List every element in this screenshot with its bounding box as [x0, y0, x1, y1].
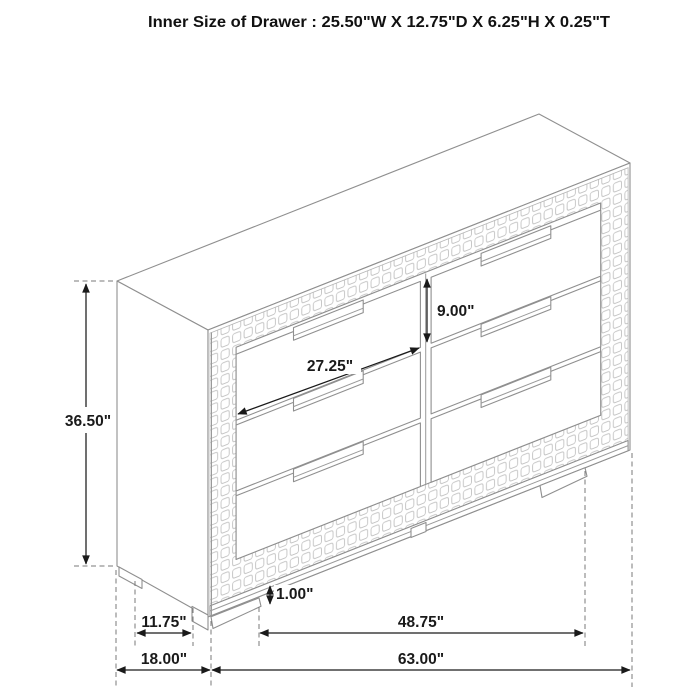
dim-overall-width: [212, 651, 630, 670]
dim-overall-height-label: 36.50": [64, 413, 112, 430]
dim-overall-width-label: 63.00": [397, 651, 445, 668]
dresser-figure: [117, 114, 630, 630]
dim-front-leg-span-label: 48.75": [397, 614, 445, 631]
dim-front-leg-span: [260, 614, 583, 633]
dim-base-rail-label: 1.00": [276, 586, 314, 603]
dim-side-leg-span-label: 11.75": [141, 614, 187, 631]
dim-overall-height: [61, 284, 114, 564]
dim-side-leg-span: [137, 614, 191, 633]
diagram-title: Inner Size of Drawer : 25.50"W X 12.75"D X 6.25"H X 0.25"T: [148, 14, 611, 31]
dim-base-rail: [270, 585, 314, 604]
dim-overall-depth: [117, 651, 210, 670]
dim-drawer-width-label: 27.25": [306, 358, 354, 375]
dim-drawer-height-label: 9.00": [437, 303, 475, 320]
dresser-side-panel: [117, 281, 208, 617]
dim-overall-depth-label: 18.00": [140, 651, 188, 668]
